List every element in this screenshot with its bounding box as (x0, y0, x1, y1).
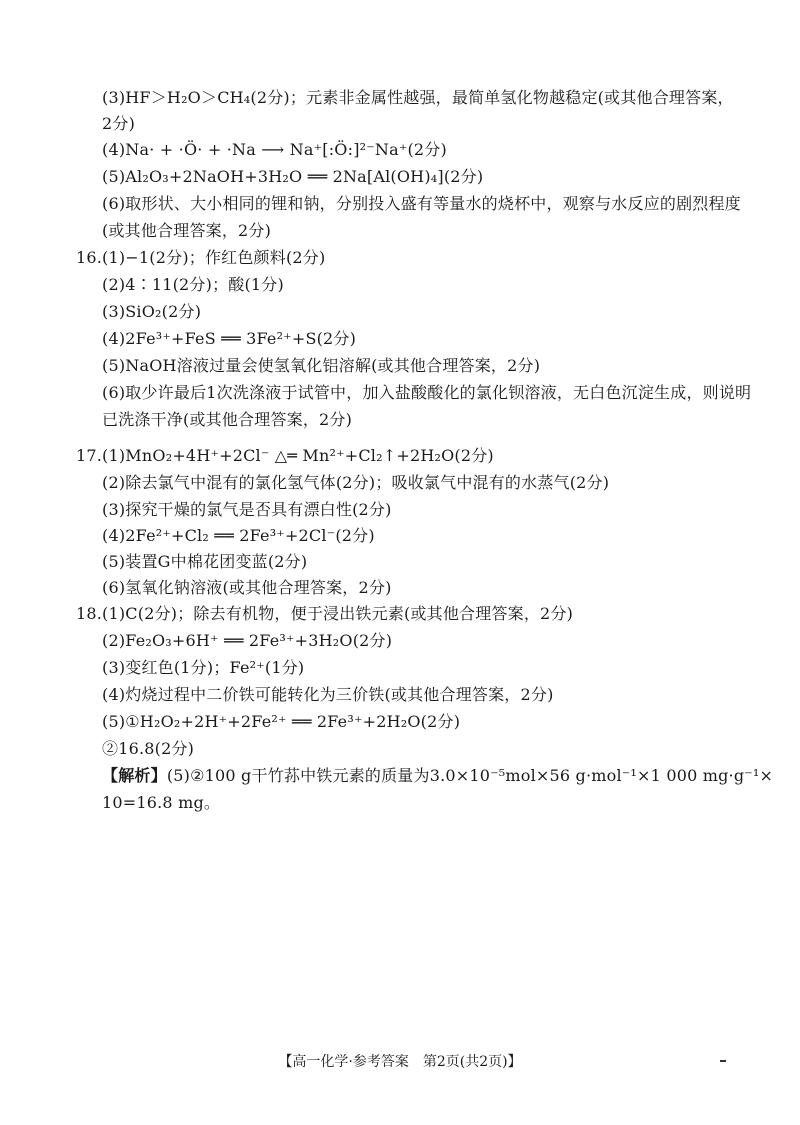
answer-line-18-5-2: ②16.8(2分) (102, 739, 195, 758)
answer-line-15-6-cont: (或其他合理答案，2分) (102, 221, 272, 240)
answer-line-17-2: (2)除去氯气中混有的氯化氢气体(2分)；吸收氯气中混有的水蒸气(2分) (102, 473, 610, 492)
answer-line-15-6: (6)取形状、大小相同的锂和钠，分别投入盛有等量水的烧杯中，观察与水反应的剧烈程度 (102, 194, 741, 213)
answer-line-15-3-cont: 2分) (102, 114, 136, 133)
answer-line-16-1: 16.(1)−1(2分)；作红色颜料(2分) (76, 248, 326, 267)
corner-mark (720, 1060, 726, 1062)
answer-line-18-2: (2)Fe₂O₃+6H⁺ ══ 2Fe³⁺+3H₂O(2分) (102, 631, 393, 650)
analysis-text: (5)②100 g干竹荪中铁元素的质量为3.0×10⁻⁵mol×56 g·mol⁻¹×1 000 mg·g⁻¹× (166, 766, 774, 785)
answer-line-15-5: (5)Al₂O₃+2NaOH+3H₂O ══ 2Na[Al(OH)₄](2分) (102, 167, 484, 186)
answer-line-18-5-1: (5)①H₂O₂+2H⁺+2Fe²⁺ ══ 2Fe³⁺+2H₂O(2分) (102, 712, 461, 731)
answer-line-17-5: (5)装置G中棉花团变蓝(2分) (102, 552, 308, 571)
answer-line-17-6: (6)氢氧化钠溶液(或其他合理答案，2分) (102, 578, 392, 597)
answer-line-17-1: 17.(1)MnO₂+4H⁺+2Cl⁻ △═ Mn²⁺+Cl₂↑+2H₂O(2分) (76, 446, 494, 465)
answer-line-17-3: (3)探究干燥的氯气是否具有漂白性(2分) (102, 500, 392, 519)
page-footer: 【高一化学·参考答案 第2页(共2页)】 (278, 1054, 522, 1070)
answer-line-18-3: (3)变红色(1分)；Fe²⁺(1分) (102, 658, 305, 677)
analysis-line-cont: 10=16.8 mg。 (102, 793, 221, 812)
analysis-line (102, 766, 773, 786)
answer-line-16-6: (6)取少许最后1次洗涤液于试管中，加入盐酸酸化的氯化钡溶液，无白色沉淀生成，则说明 (102, 383, 752, 402)
answer-line-16-3: (3)SiO₂(2分) (102, 302, 202, 321)
answer-line-16-5: (5)NaOH溶液过量会使氢氧化铝溶解(或其他合理答案，2分) (102, 356, 541, 375)
answer-line-18-4: (4)灼烧过程中二价铁可能转化为三价铁(或其他合理答案，2分) (102, 685, 554, 704)
analysis-label: 【解析】 (102, 766, 167, 785)
answer-line-16-4: (4)2Fe³⁺+FeS ══ 3Fe²⁺+S(2分) (102, 329, 357, 348)
answer-line-18-1: 18.(1)C(2分)；除去有机物，便于浸出铁元素(或其他合理答案，2分) (76, 604, 574, 623)
answer-line-15-3: (3)HF＞H₂O＞CH₄(2分)；元素非金属性越强，最简单氢化物越稳定(或其他合理答案， (102, 88, 734, 107)
answer-line-17-4: (4)2Fe²⁺+Cl₂ ══ 2Fe³⁺+2Cl⁻(2分) (102, 526, 375, 545)
answer-line-16-2: (2)4∶11(2分)；酸(1分) (102, 275, 284, 294)
answer-line-15-4: (4)Na· + ·Ö· + ·Na ⟶ Na⁺[:Ö:]²⁻Na⁺(2分) (102, 140, 447, 159)
answer-line-16-6-cont: 已洗涤干净(或其他合理答案，2分) (102, 410, 353, 429)
